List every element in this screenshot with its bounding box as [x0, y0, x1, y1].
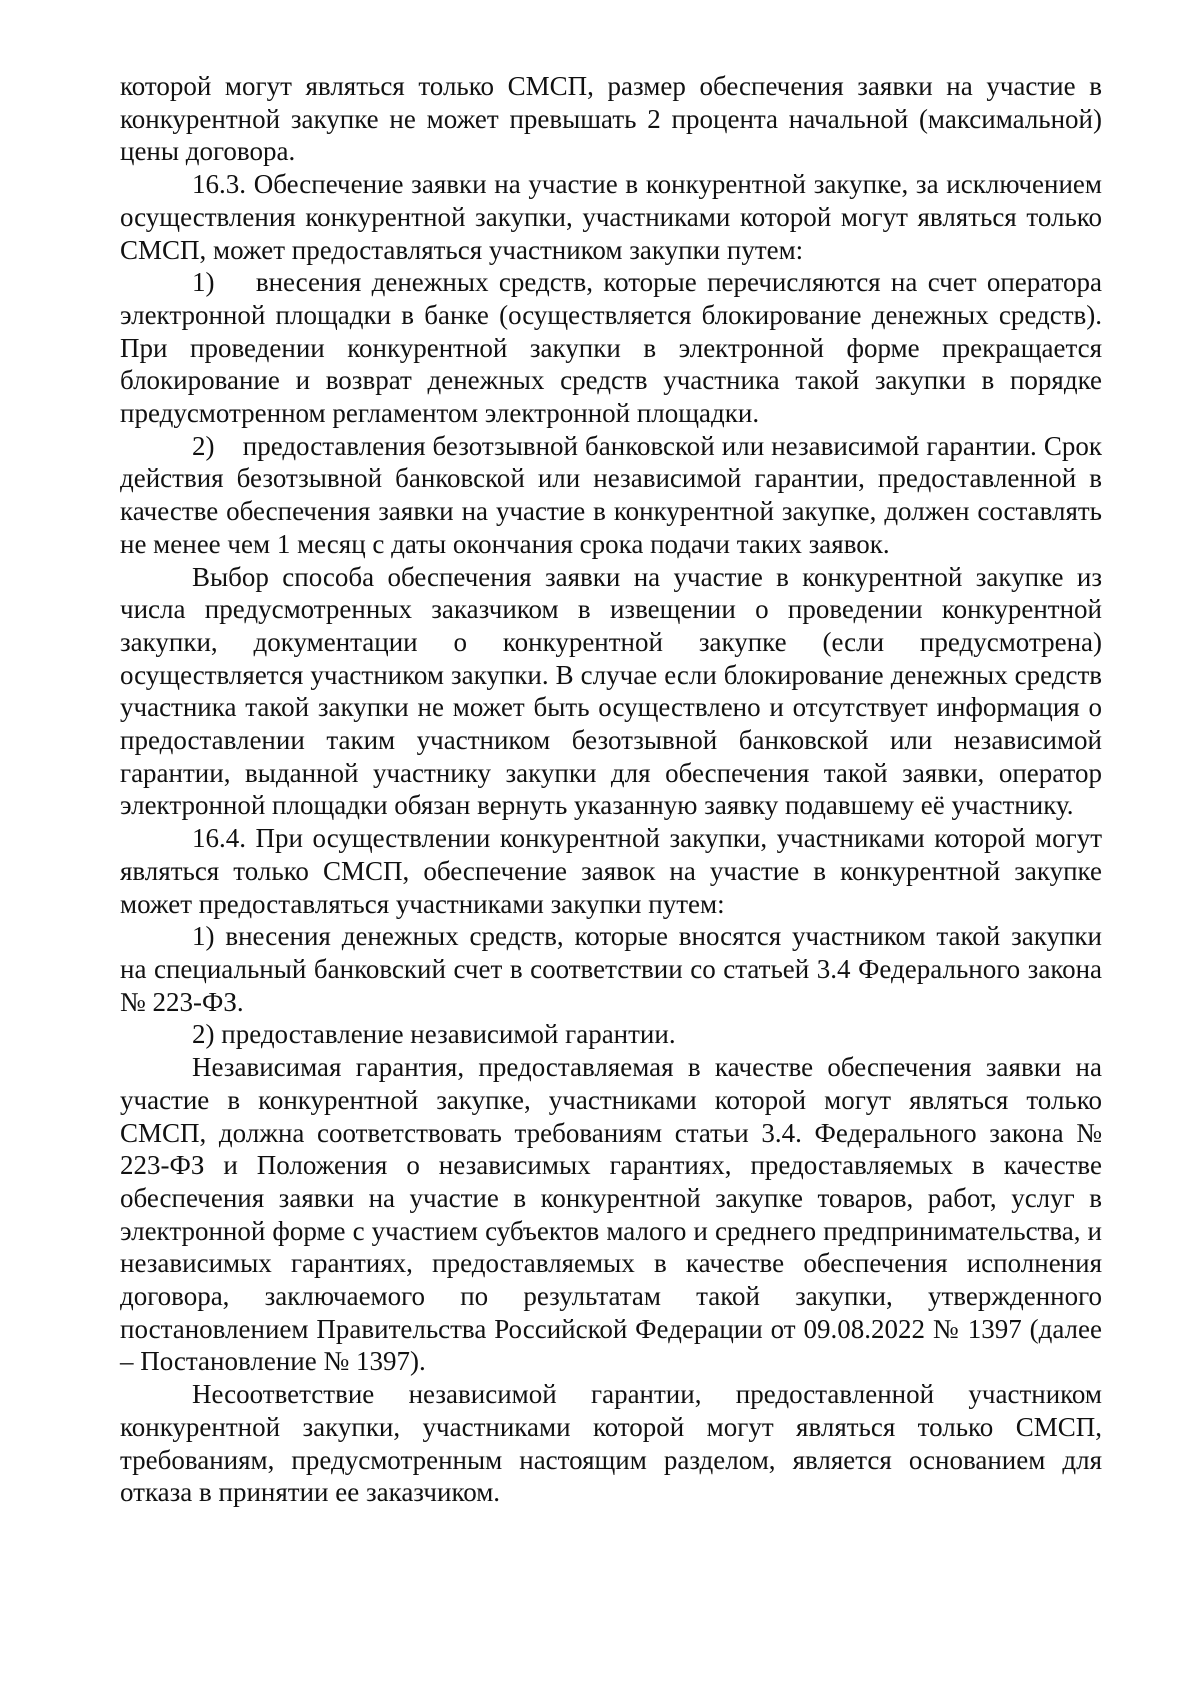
paragraph-16-3: 16.3. Обеспечение заявки на участие в конкурентной закупке, за исключением осуществления конкурентной закупки, участниками которой могут являться только СМСП, может предоставляться участником закупки путем:: [120, 169, 1102, 265]
paragraph-16-3-item-1: 1) внесения денежных средств, которые перечисляются на счет оператора электронной площадки в банке (осуществляется блокирование денежных средств). При проведении конкурентной закупки в электронной форме прекращается блокирование и возврат денежных средств участника такой закупки в порядке предусмотренном регламентом электронной площадки.: [120, 267, 1102, 429]
document-page: [120, 70, 1102, 1509]
paragraph-non-compliance: Несоответствие независимой гарантии, предоставленной участником конкурентной закупки, участниками которой могут являться только СМСП, требованиям, предусмотренным настоящим разделом, является основанием для отказа в принятии ее заказчиком.: [120, 1379, 1102, 1508]
paragraph-independent-guarantee: Независимая гарантия, предоставляемая в качестве обеспечения заявки на участие в конкурентной закупке, участниками которой могут являться только СМСП, должна соответствовать требованиям статьи 3.4. Федерального закона № 223-ФЗ и Положения о независимых гарантиях, предоставляемых в качестве обеспечения заявки на участие в конкурентной закупке товаров, работ, услуг в электронной форме с участием субъектов малого и среднего предпринимательства, и независимых гарантиях, предоставляемых в качестве обеспечения исполнения договора, заключаемого по результатам такой закупки, утвержденного постановлением Правительства Российской Федерации от 09.08.2022 № 1397 (далее – Постановление № 1397).: [120, 1052, 1102, 1377]
paragraph-16-4-item-2: 2) предоставление независимой гарантии.: [192, 1019, 676, 1050]
paragraph-16-3-item-2: 2) предоставления безотзывной банковской или независимой гарантии. Срок действия безотзывной банковской или независимой гарантии, предоставленной в качестве обеспечения заявки на участие в конкурентной закупке, должен составлять не менее чем 1 месяц с даты окончания срока подачи таких заявок.: [120, 430, 1102, 559]
paragraph-16-4: 16.4. При осуществлении конкурентной закупки, участниками которой могут являться только СМСП, обеспечение заявок на участие в конкурентной закупке может предоставляться участниками закупки путем:: [120, 823, 1102, 919]
paragraph-security-choice: Выбор способа обеспечения заявки на участие в конкурентной закупке из числа предусмотренных заказчиком в извещении о проведении конкурентной закупки, документации о конкурентной закупке (если предусмотрена) осуществляется участником закупки. В случае если блокирование денежных средств участника такой закупки не может быть осуществлено и отсутствует информация о предоставлении таким участником безотзывной банковской или независимой гарантии, выданной участнику закупки для обеспечения такой заявки, оператор электронной площадки обязан вернуть указанную заявку подавшему её участнику.: [120, 561, 1102, 821]
paragraph-16-4-item-1: 1) внесения денежных средств, которые вносятся участником такой закупки на специальный банковский счет в соответствии со статьей 3.4 Федерального закона № 223-ФЗ.: [120, 921, 1102, 1017]
paragraph-continuation: которой могут являться только СМСП, размер обеспечения заявки на участие в конкурентной закупке не может превышать 2 процента начальной (максимальной) цены договора.: [120, 71, 1102, 167]
